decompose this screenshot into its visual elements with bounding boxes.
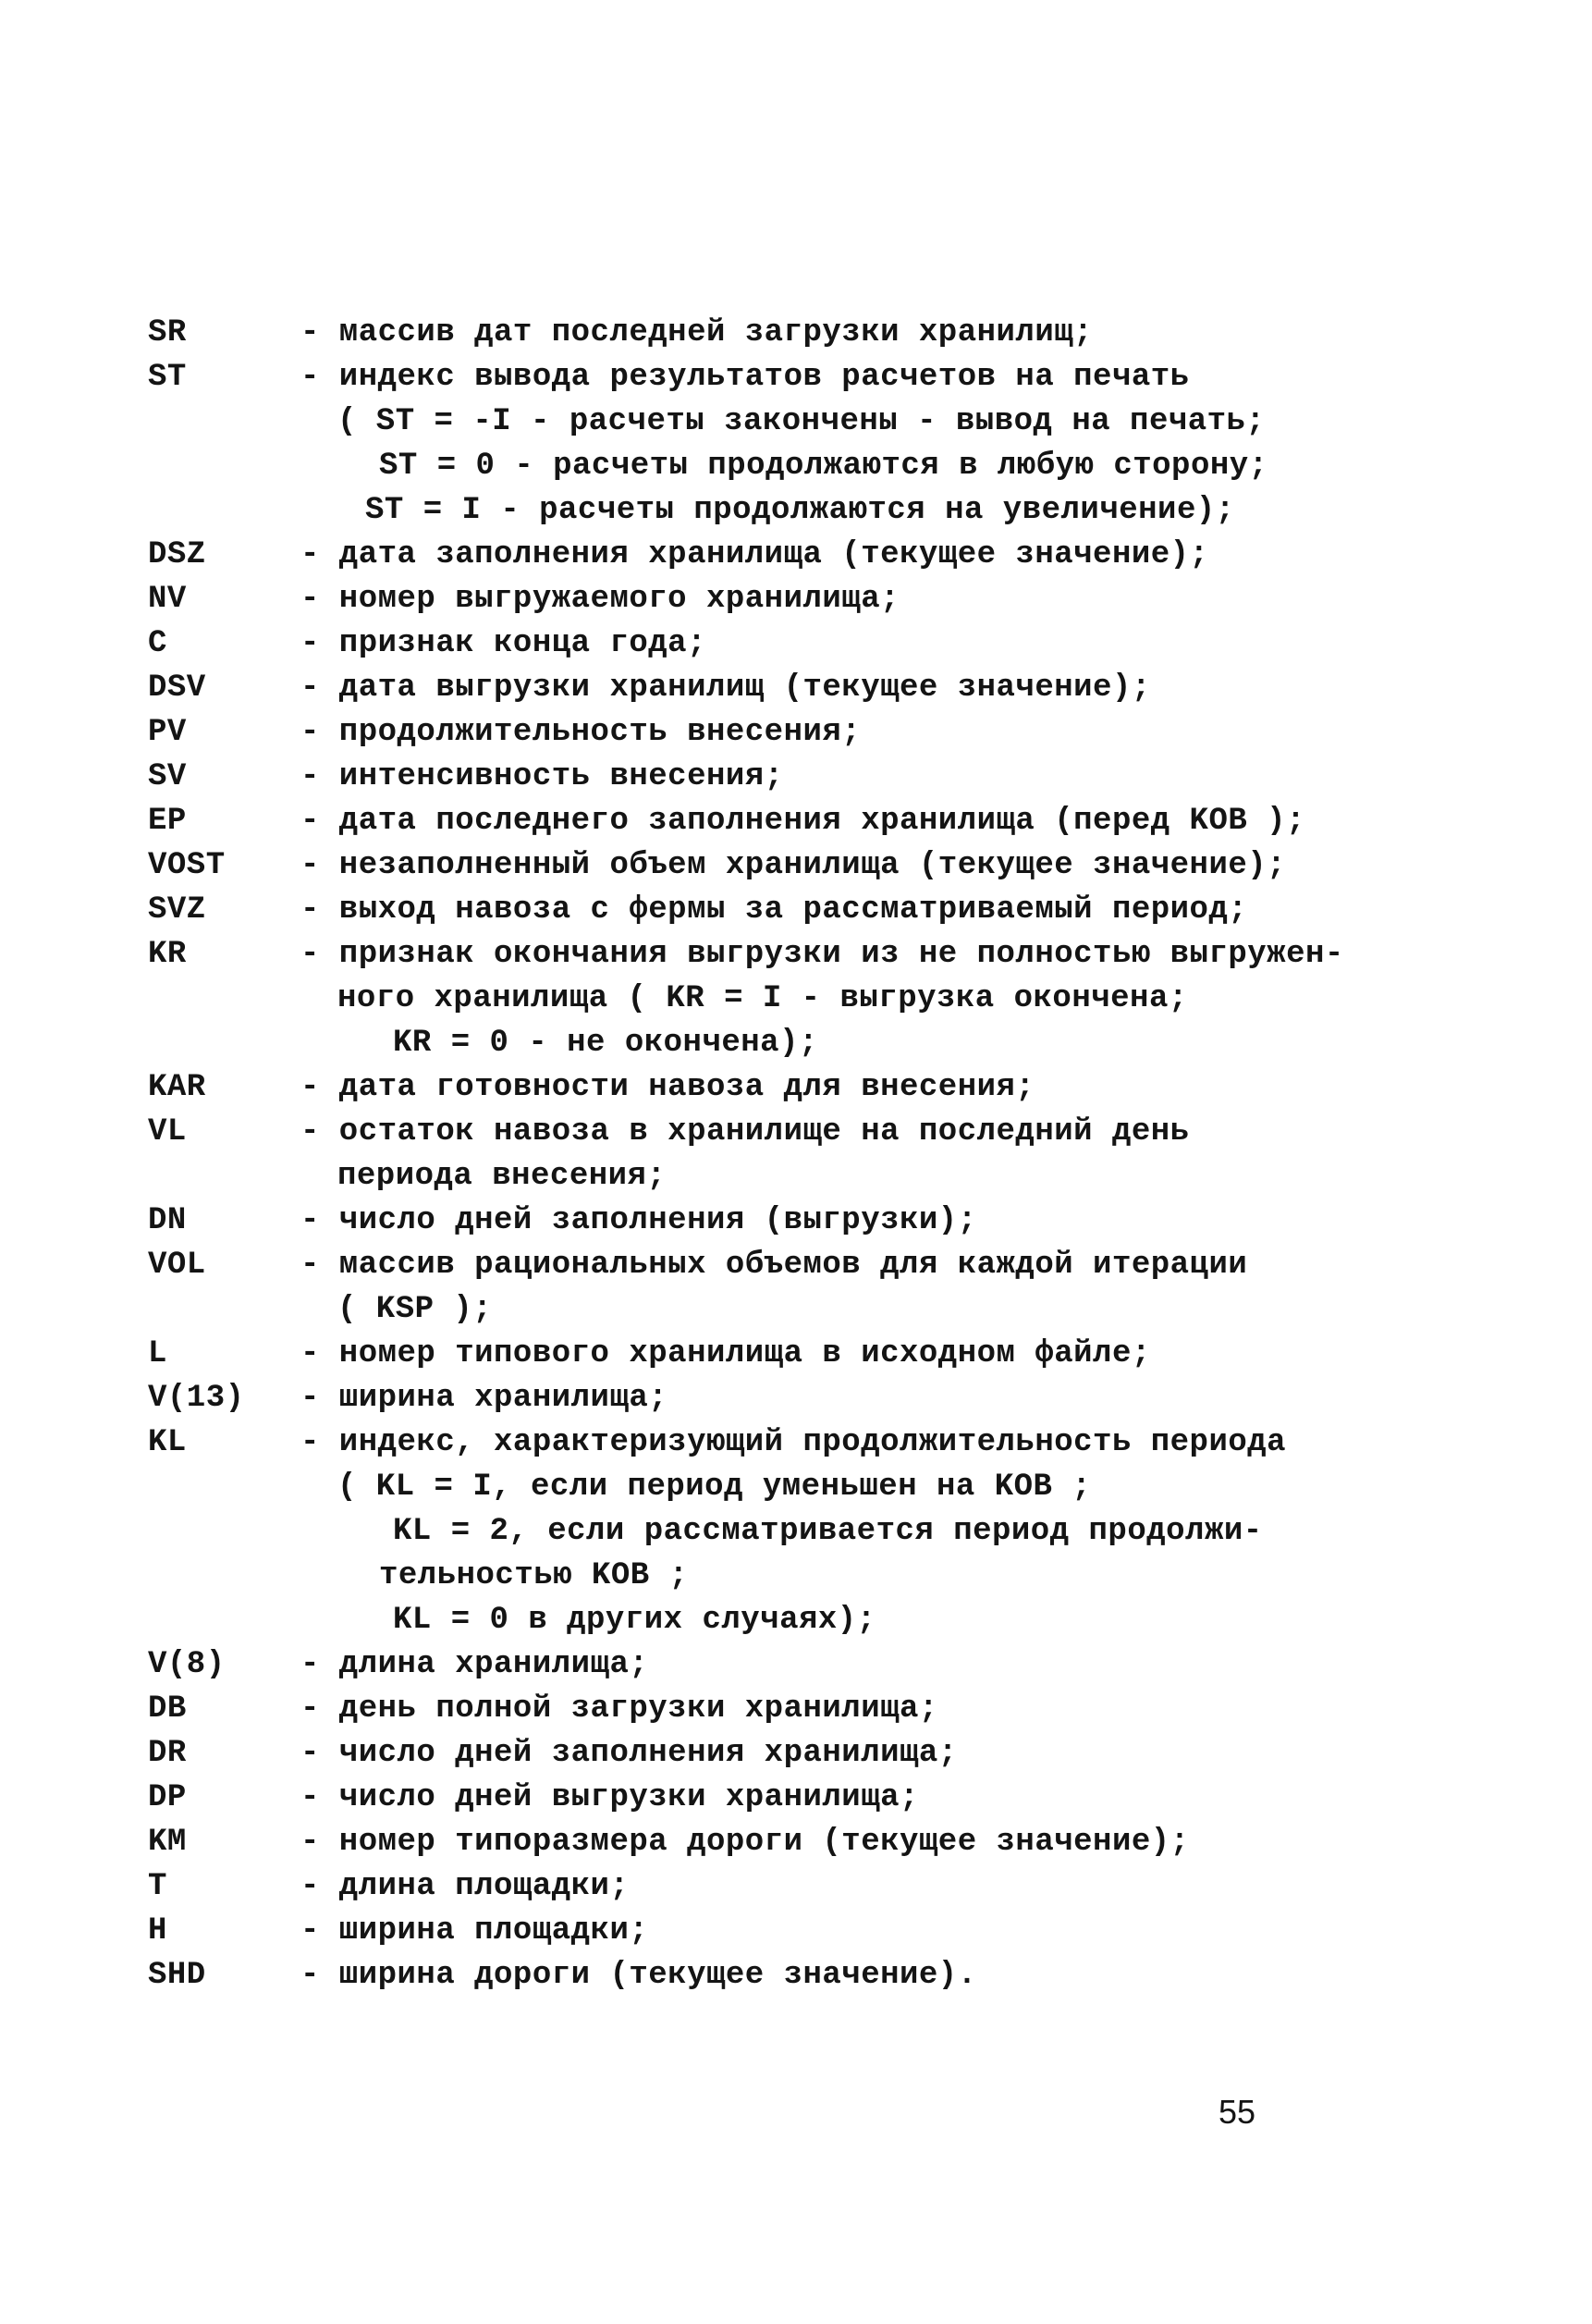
variable-code: KL xyxy=(148,1425,187,1460)
variable-code: NV xyxy=(148,582,187,617)
variable-description: - индекс, характеризующий продолжительность периода xyxy=(300,1425,1287,1460)
variable-code: DN xyxy=(148,1203,187,1238)
variable-description: - номер выгружаемого хранилища; xyxy=(300,582,900,617)
variable-code: ST xyxy=(148,360,187,395)
variable-code: KAR xyxy=(148,1070,206,1105)
description-continuation: ( KL = I, если период уменьшен на KOB ; xyxy=(337,1469,1092,1505)
description-continuation: ( KSP ); xyxy=(337,1292,493,1327)
variable-description: - остаток навоза в хранилище на последний день xyxy=(300,1114,1190,1150)
variable-description: - длина площадки; xyxy=(300,1869,630,1904)
variable-description: - массив дат последней загрузки хранилищ; xyxy=(300,315,1094,350)
variable-description: - ширина площадки; xyxy=(300,1913,649,1949)
variable-description: - число дней заполнения хранилища; xyxy=(300,1736,958,1771)
variable-code: KM xyxy=(148,1825,187,1860)
variable-code: VOST xyxy=(148,848,226,883)
description-continuation: ного хранилища ( KR = I - выгрузка окончена; xyxy=(337,981,1188,1016)
variable-description: - индекс вывода результатов расчетов на печать xyxy=(300,360,1190,395)
variable-description: - номер типового хранилища в исходном файле; xyxy=(300,1336,1151,1371)
variable-code: KR xyxy=(148,937,187,972)
description-continuation: ST = 0 - расчеты продолжаются в любую сторону; xyxy=(379,449,1268,484)
page-number: 55 xyxy=(1218,2093,1256,2131)
variable-description: - дата заполнения хранилища (текущее значение); xyxy=(300,537,1209,572)
variable-description: - выход навоза с фермы за рассматриваемый период; xyxy=(300,892,1248,928)
variable-description: - дата готовности навоза для внесения; xyxy=(300,1070,1035,1105)
description-continuation: KR = 0 - не окончена); xyxy=(393,1026,818,1061)
variable-description: - признак окончания выгрузки из не полностью выгружен- xyxy=(300,937,1344,972)
variable-description: - признак конца года; xyxy=(300,626,706,661)
variable-description: - массив рациональных объемов для каждой итерации xyxy=(300,1248,1248,1283)
variable-description: - дата последнего заполнения хранилища (перед KOB ); xyxy=(300,804,1305,839)
description-continuation: KL = 0 в других случаях); xyxy=(393,1603,876,1638)
variable-code: V(13) xyxy=(148,1381,245,1416)
variable-code: L xyxy=(148,1336,167,1371)
variable-code: DB xyxy=(148,1691,187,1727)
variable-code: SV xyxy=(148,759,187,794)
variable-code: SR xyxy=(148,315,187,350)
variable-code: VL xyxy=(148,1114,187,1150)
variable-code: C xyxy=(148,626,167,661)
variable-description: - продолжительность внесения; xyxy=(300,715,862,750)
variable-code: DR xyxy=(148,1736,187,1771)
variable-description: - дата выгрузки хранилищ (текущее значение); xyxy=(300,670,1151,706)
variable-code: EP xyxy=(148,804,187,839)
variable-description: - интенсивность внесения; xyxy=(300,759,784,794)
variable-code: DP xyxy=(148,1780,187,1815)
variable-code: SHD xyxy=(148,1958,206,1993)
variable-code: T xyxy=(148,1869,167,1904)
variable-code: DSZ xyxy=(148,537,206,572)
description-continuation: тельностью KOB ; xyxy=(379,1558,689,1593)
variable-description: - ширина хранилища; xyxy=(300,1381,668,1416)
variable-description: - незаполненный объем хранилища (текущее значение); xyxy=(300,848,1287,883)
description-continuation: ( ST = -I - расчеты закончены - вывод на печать; xyxy=(337,404,1266,439)
variable-description: - число дней заполнения (выгрузки); xyxy=(300,1203,977,1238)
variable-code: H xyxy=(148,1913,167,1949)
variable-description: - длина хранилища; xyxy=(300,1647,649,1682)
description-continuation: ST = I - расчеты продолжаются на увеличение); xyxy=(365,493,1235,528)
description-continuation: периода внесения; xyxy=(337,1159,667,1194)
variable-description: - ширина дороги (текущее значение). xyxy=(300,1958,977,1993)
variable-description: - день полной загрузки хранилища; xyxy=(300,1691,938,1727)
variable-code: SVZ xyxy=(148,892,206,928)
variable-code: V(8) xyxy=(148,1647,226,1682)
description-continuation: KL = 2, если рассматривается период продолжи- xyxy=(393,1514,1263,1549)
variable-description: - номер типоразмера дороги (текущее значение); xyxy=(300,1825,1190,1860)
variable-code: DSV xyxy=(148,670,206,706)
variable-code: VOL xyxy=(148,1248,206,1283)
variable-code: PV xyxy=(148,715,187,750)
variable-description: - число дней выгрузки хранилища; xyxy=(300,1780,919,1815)
